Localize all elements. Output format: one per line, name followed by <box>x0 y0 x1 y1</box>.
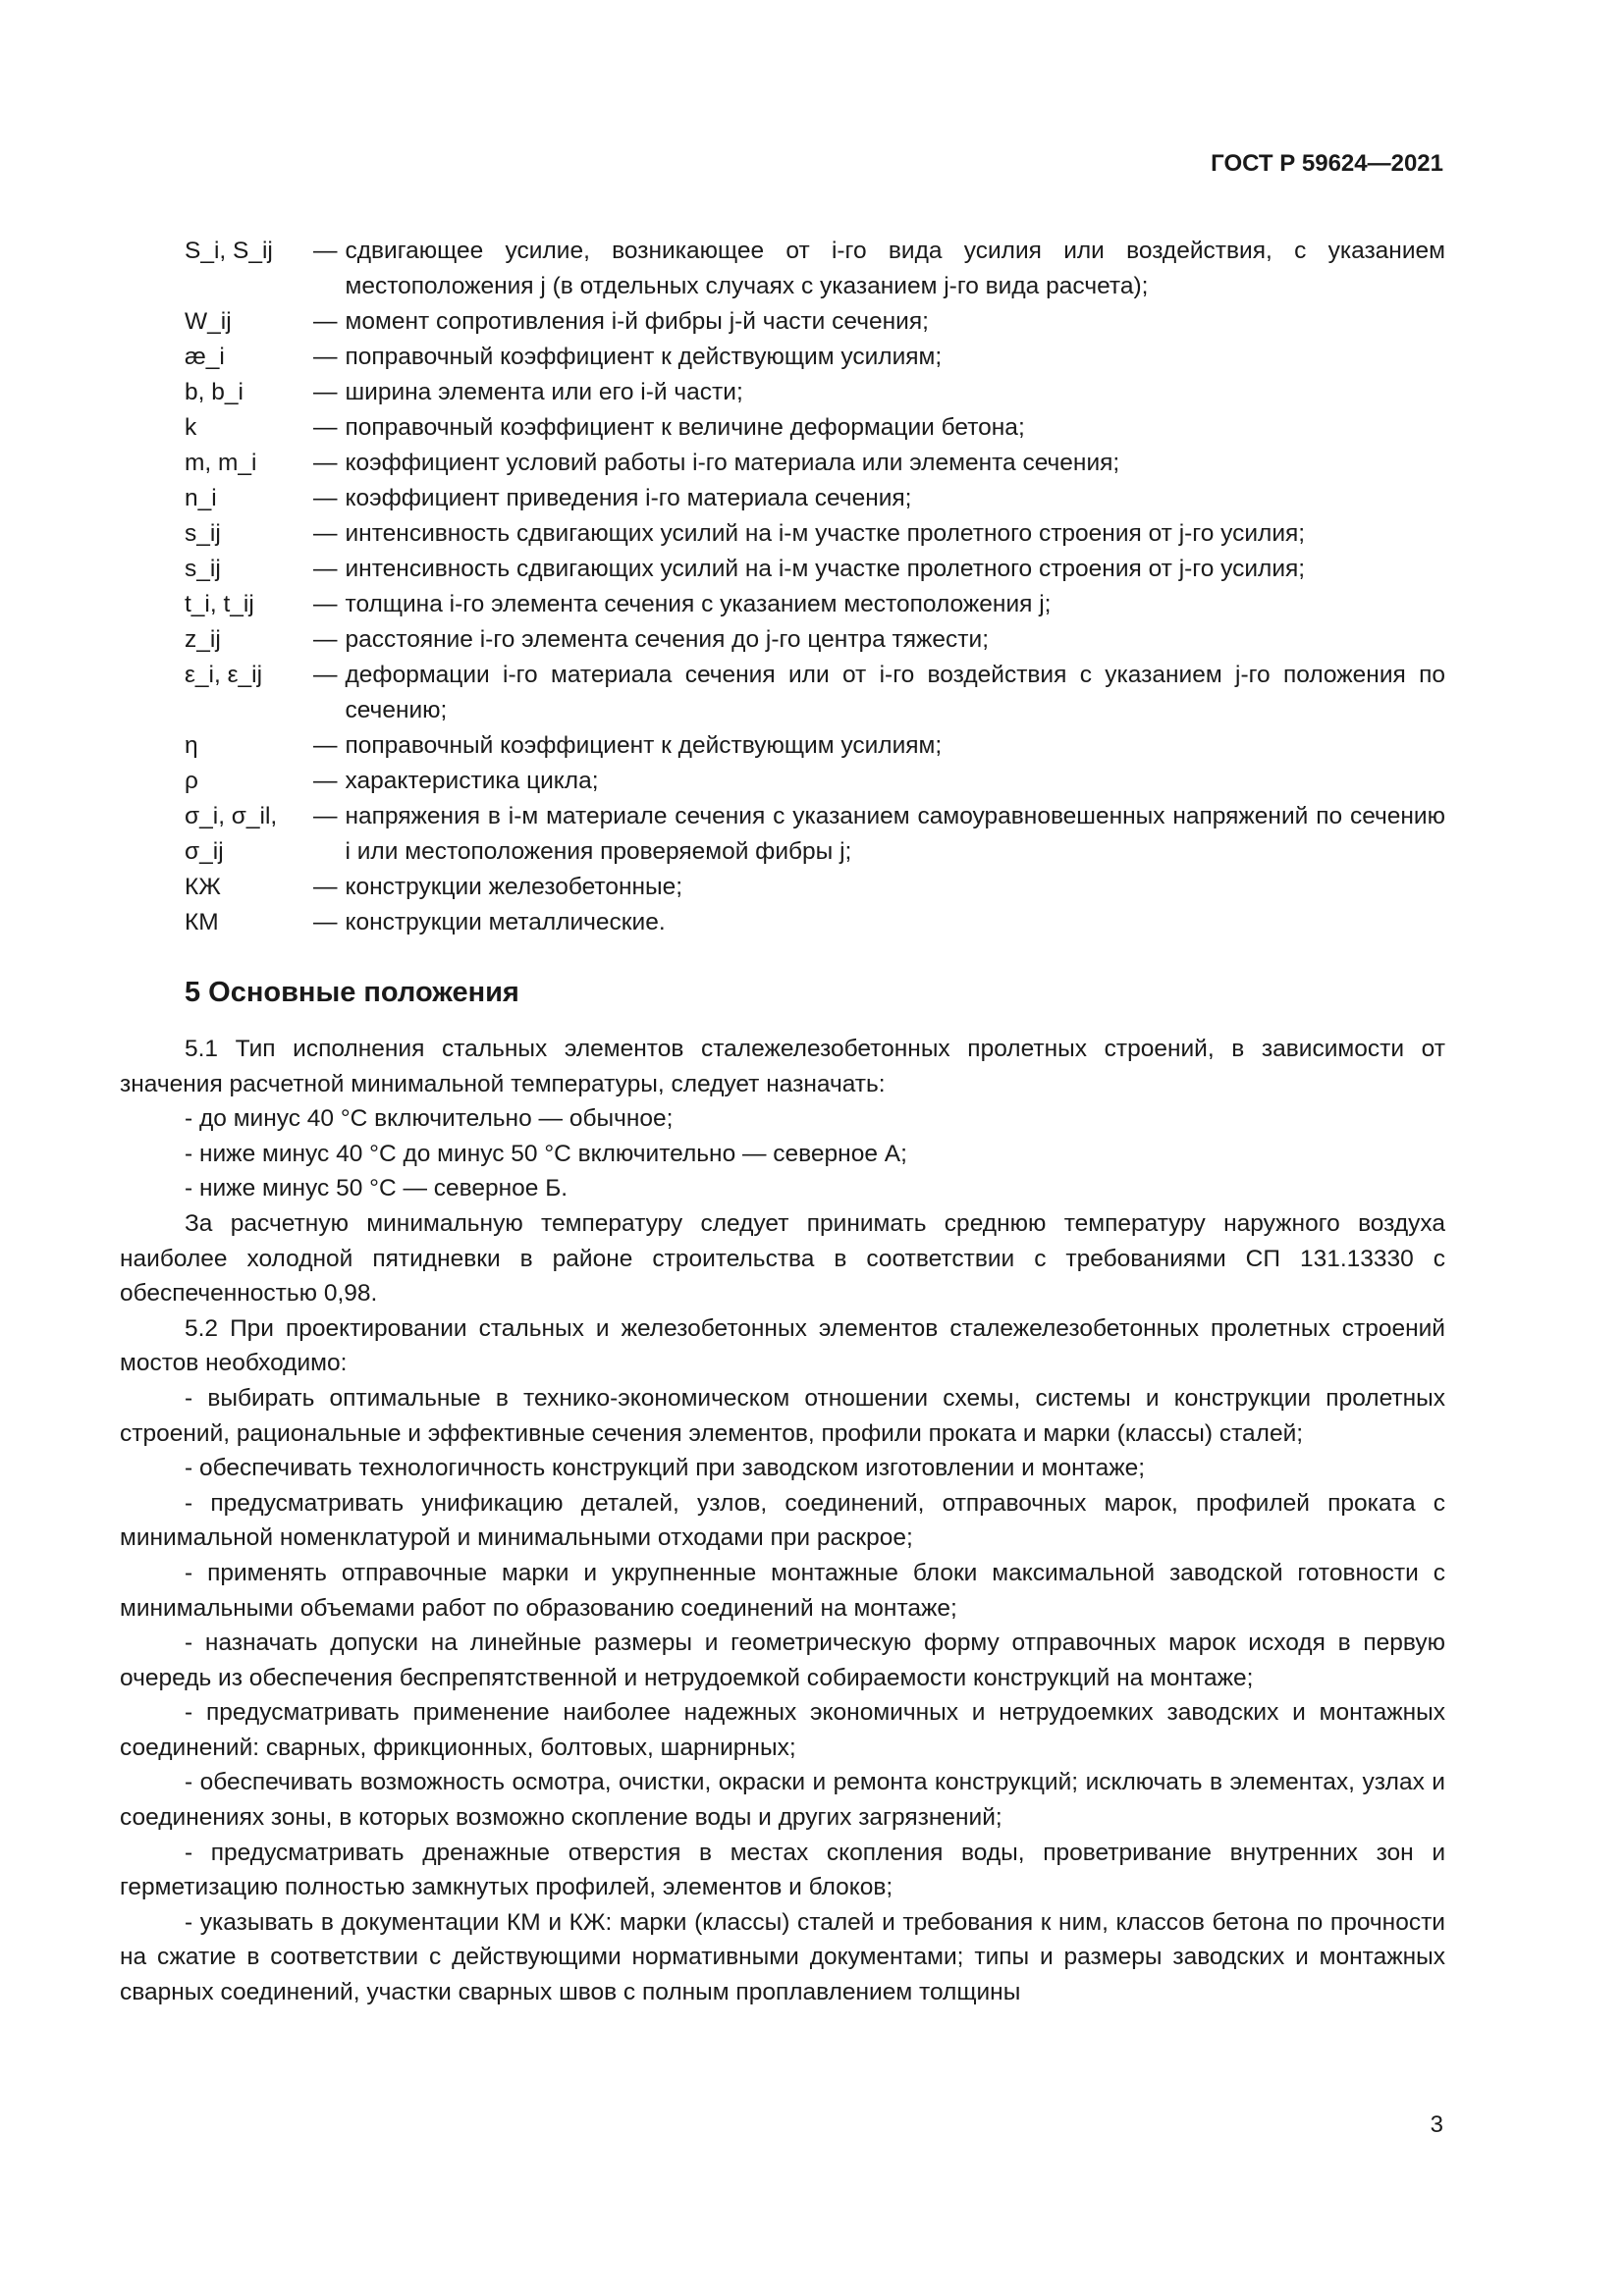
definition-text: интенсивность сдвигающих усилий на i-м участке пролетного строения от j-го усилия; <box>345 556 1306 582</box>
definition-row <box>185 234 1445 304</box>
definition-text: интенсивность сдвигающих усилий на i-м участке пролетного строения от j-го усилия; <box>345 520 1306 547</box>
paragraph: - обеспечивать возможность осмотра, очистки, окраски и ремонта конструкций; исключать в элементах, узлах и соединениях зоны, в которых возможно скопление воды и других загрязнений; <box>120 1769 1445 1832</box>
paragraph: - обеспечивать технологичность конструкций при заводском изготовлении и монтаже; <box>185 1455 1146 1482</box>
definition-symbol: b, b_i <box>185 379 244 405</box>
definition-text: коэффициент условий работы i-го материала или элемента сечения; <box>345 450 1120 476</box>
definition-text: напряжения в i-м материале сечения с указанием самоуравновешенных напряжений по сечению i или местоположения проверяемой фибры j; <box>345 803 1445 865</box>
definition-row <box>185 410 1445 446</box>
definition-dash: — <box>313 803 338 829</box>
definition-symbol: ρ <box>185 768 198 794</box>
definition-symbol: ε_i, ε_ij <box>185 662 263 688</box>
definition-text: поправочный коэффициент к действующим усилиям; <box>345 732 943 759</box>
definition-symbol: КЖ <box>185 874 221 900</box>
definition-row <box>185 446 1445 481</box>
definition-text: поправочный коэффициент к действующим усилиям; <box>345 344 943 370</box>
definition-row <box>185 375 1445 410</box>
definition-dash: — <box>313 626 338 653</box>
definition-dash: — <box>313 485 338 511</box>
definition-text: деформации i-го материала сечения или от i-го воздействия с указанием j-го положения по сечению; <box>345 662 1445 723</box>
definition-row <box>185 764 1445 799</box>
paragraph: - применять отправочные марки и укрупненные монтажные блоки максимальной заводской готовности с минимальными объемами работ по образованию соединений на монтаже; <box>120 1559 1445 1622</box>
paragraph: - предусматривать дренажные отверстия в местах скопления воды, проветривание внутренних зон и герметизацию полностью замкнутых профилей, элементов и блоков; <box>120 1839 1445 1901</box>
definition-symbol: η <box>185 732 198 759</box>
definition-text: коэффициент приведения i-го материала сечения; <box>345 485 912 511</box>
definition-symbol: КМ <box>185 909 219 935</box>
definition-dash: — <box>313 520 338 547</box>
definition-dash: — <box>313 344 338 370</box>
definition-symbol: m, m_i <box>185 450 257 476</box>
definition-row <box>185 728 1445 764</box>
definition-symbol: n_i <box>185 485 217 511</box>
definition-symbol: σ_i, σ_il, σ_ij <box>185 803 278 865</box>
paragraph: - назначать допуски на линейные размеры и геометрическую форму отправочных марок исходя в первую очередь из обеспечения беспрепятственной и нетрудоемкой собираемости конструкций на монтаже; <box>120 1629 1445 1691</box>
definition-dash: — <box>313 662 338 688</box>
definition-row <box>185 799 1445 870</box>
section-body <box>120 1032 1445 2010</box>
definition-row <box>185 481 1445 516</box>
definition-row <box>185 304 1445 340</box>
definition-row <box>185 552 1445 587</box>
paragraph: 5.2 При проектировании стальных и железобетонных элементов сталежелезобетонных пролетных строений мостов необходимо: <box>120 1314 1445 1377</box>
definition-dash: — <box>313 379 338 405</box>
paragraph: - выбирать оптимальные в технико-экономическом отношении схемы, системы и конструкции пролетных строений, рациональные и эффективные сечения элементов, профили проката и марки (классы) сталей; <box>120 1384 1445 1447</box>
paragraph: - ниже минус 50 °С — северное Б. <box>185 1175 568 1202</box>
symbol-definitions-list <box>185 234 1445 940</box>
definition-symbol: s_ij <box>185 556 221 582</box>
paragraph: - ниже минус 40 °С до минус 50 °С включительно — северное А; <box>185 1140 907 1167</box>
paragraph: - до минус 40 °С включительно — обычное; <box>185 1105 674 1133</box>
definition-dash: — <box>313 556 338 582</box>
definition-text: конструкции металлические. <box>345 909 666 935</box>
definition-symbol: s_ij <box>185 520 221 547</box>
definition-text: сдвигающее усилие, возникающее от i-го вида усилия или воздействия, с указанием местоположения j (в отдельных случаях с указанием j-го вида расчета); <box>345 238 1445 299</box>
definition-symbol: æ_i <box>185 344 225 370</box>
definition-text: ширина элемента или его i-й части; <box>345 379 743 405</box>
paragraph: - предусматривать унификацию деталей, узлов, соединений, отправочных марок, профилей проката с минимальной номенклатурой и минимальными отходами при раскрое; <box>120 1489 1445 1552</box>
paragraph: 5.1 Тип исполнения стальных элементов сталежелезобетонных пролетных строений, в зависимости от значения расчетной минимальной температуры, следует назначать: <box>120 1036 1445 1097</box>
definition-row <box>185 658 1445 728</box>
definition-dash: — <box>313 414 338 441</box>
definition-text: конструкции железобетонные; <box>345 874 683 900</box>
definition-text: характеристика цикла; <box>345 768 599 794</box>
definition-row <box>185 587 1445 622</box>
definition-text: момент сопротивления i-й фибры j-й части сечения; <box>345 308 929 335</box>
definition-dash: — <box>313 308 338 335</box>
definition-symbol: k <box>185 414 197 441</box>
definition-text: расстояние i-го элемента сечения до j-го центра тяжести; <box>345 626 989 653</box>
definition-dash: — <box>313 909 338 935</box>
definition-row <box>185 340 1445 375</box>
section-heading: 5 Основные положения <box>185 977 519 1008</box>
definition-dash: — <box>313 768 338 794</box>
paragraph: За расчетную минимальную температуру следует принимать среднюю температуру наружного воздуха наиболее холодной пятидневки в районе строительства в соответствии с требованиями СП 131.13330 с обеспеченностью 0,98. <box>120 1209 1445 1308</box>
definition-row <box>185 905 1445 940</box>
page-number: 3 <box>1430 2111 1443 2138</box>
definition-row <box>185 622 1445 658</box>
document-header: ГОСТ Р 59624—2021 <box>1211 150 1443 177</box>
definition-row <box>185 870 1445 905</box>
definition-text: толщина i-го элемента сечения с указанием местоположения j; <box>345 591 1052 617</box>
definition-dash: — <box>313 450 338 476</box>
definition-symbol: z_ij <box>185 626 221 653</box>
definition-dash: — <box>313 238 338 264</box>
paragraph: - указывать в документации КМ и КЖ: марки (классы) сталей и требования к ним, классов бетона по прочности на сжатие в соответствии с действующими нормативными документами; типы и размеры заводских и монтажных сварных соединений, участки сварных швов с полным проплавлением толщины <box>120 1908 1445 2006</box>
definition-symbol: W_ij <box>185 308 232 335</box>
definition-dash: — <box>313 874 338 900</box>
definition-dash: — <box>313 591 338 617</box>
definition-row <box>185 516 1445 552</box>
definition-symbol: t_i, t_ij <box>185 591 254 617</box>
paragraph: - предусматривать применение наиболее надежных экономичных и нетрудоемких заводских и монтажных соединений: сварных, фрикционных, болтовых, шарнирных; <box>120 1699 1445 1761</box>
definition-dash: — <box>313 732 338 759</box>
definition-text: поправочный коэффициент к величине деформации бетона; <box>345 414 1025 441</box>
definition-symbol: S_i, S_ij <box>185 238 273 264</box>
